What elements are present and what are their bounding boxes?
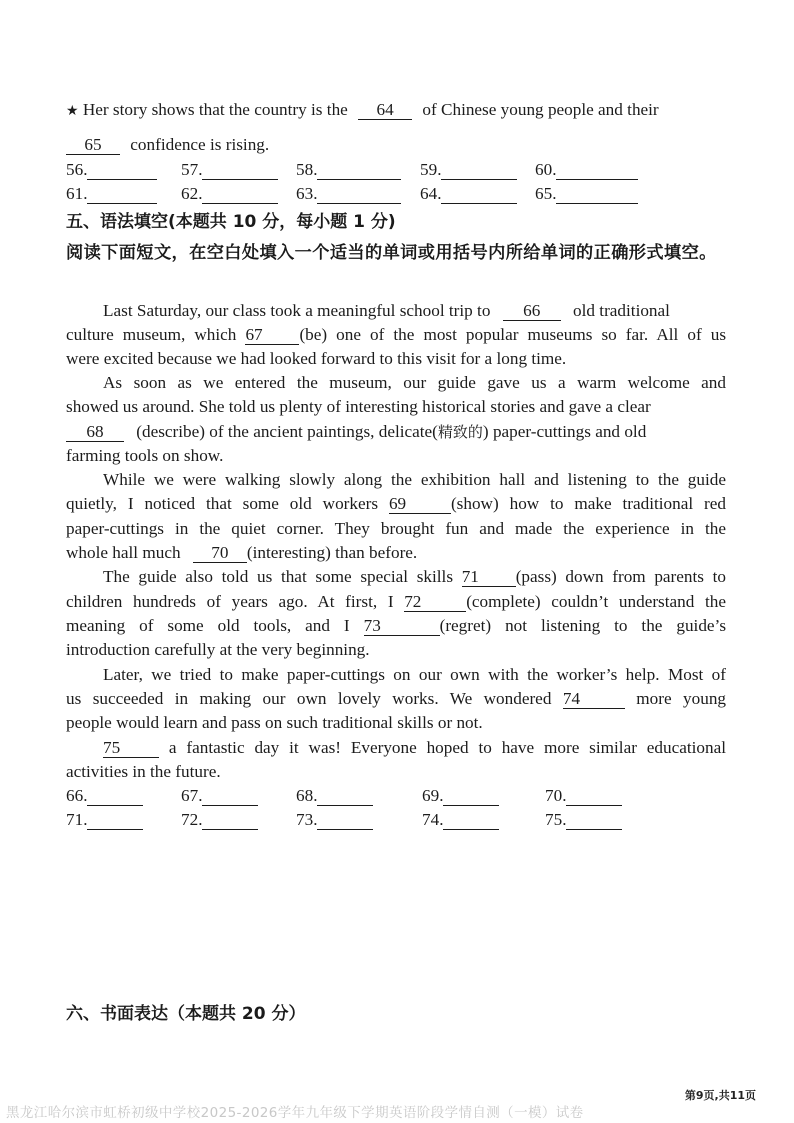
section-5-instruction: 阅读下面短文，在空白处填入一个适当的单词或用括号内所给单词的正确形式填空。 xyxy=(66,243,717,263)
blank-72[interactable]: 72 xyxy=(404,592,466,612)
passage-line: showed us around. She told us plenty of interesting historical stories and gave a clear xyxy=(66,397,651,416)
passage-text: whole hall much xyxy=(66,543,181,562)
answer-blank[interactable] xyxy=(87,788,143,806)
passage-line xyxy=(66,517,726,541)
passage-line: were excited because we had looked forward to this visit for a long time. xyxy=(66,349,567,368)
answer-label: 57. xyxy=(181,160,203,179)
passage-text: The guide also told us that some special skills xyxy=(103,567,454,586)
blank-65[interactable]: 65 xyxy=(66,135,120,155)
answer-label: 67. xyxy=(181,786,203,805)
passage-text: a fantastic day it was! Everyone hoped to have more similar educational xyxy=(168,738,727,757)
passage-line: activities in the future. xyxy=(66,762,221,781)
passage-line xyxy=(66,590,726,614)
passage-line xyxy=(66,420,726,444)
answer-label: 73. xyxy=(296,810,318,829)
passage-text: (describe) of the ancient paintings, delicate( xyxy=(136,422,438,441)
passage-text: (pass) down from parents to xyxy=(515,567,727,586)
answer-blank[interactable] xyxy=(566,812,622,830)
answer-blank[interactable] xyxy=(317,788,373,806)
answer-blank[interactable] xyxy=(556,186,638,204)
answer-label: 64. xyxy=(420,184,442,203)
passage-line: people would learn and pass on such traditional skills or not. xyxy=(66,713,483,732)
answer-row-56-60 xyxy=(66,160,766,182)
passage-line xyxy=(66,565,726,589)
blank-73[interactable]: 73 xyxy=(364,616,440,636)
passage-text: children hundreds of years ago. At first, I xyxy=(66,592,394,611)
answer-label: 61. xyxy=(66,184,88,203)
answer-blank[interactable] xyxy=(317,186,401,204)
blank-67[interactable]: 67 xyxy=(245,325,299,345)
answer-label: 69. xyxy=(422,786,444,805)
passage-line xyxy=(66,687,726,711)
answer-blank[interactable] xyxy=(441,186,517,204)
blank-68[interactable]: 68 xyxy=(66,422,124,442)
answer-label: 68. xyxy=(296,786,318,805)
section-6-title: 六、书面表达（本题共 20 分） xyxy=(66,1004,306,1024)
passage-text: (be) one of the most popular museums so far. All of us xyxy=(299,325,727,344)
answer-label: 63. xyxy=(296,184,318,203)
blank-66[interactable]: 66 xyxy=(503,301,561,321)
passage-line xyxy=(66,663,726,687)
passage-text: old traditional xyxy=(573,301,670,320)
passage-chinese-gloss: 精致的 xyxy=(437,423,483,441)
answer-label: 70. xyxy=(545,786,567,805)
page-number: 第9页,共11页 xyxy=(684,1089,756,1102)
answer-row-66-70 xyxy=(66,786,766,808)
answer-label: 71. xyxy=(66,810,88,829)
passage-text: culture museum, which xyxy=(66,325,237,344)
passage-text: us succeeded in making our own lovely works. We wondered xyxy=(66,689,552,708)
passage-text: Later, we tried to make paper-cuttings on our own with the worker’s help. Most of xyxy=(103,665,726,684)
answer-blank[interactable] xyxy=(202,186,278,204)
question-64-line xyxy=(66,98,726,123)
answer-label: 60. xyxy=(535,160,557,179)
answer-row-71-75 xyxy=(66,810,766,832)
answer-label: 62. xyxy=(181,184,203,203)
answer-blank[interactable] xyxy=(202,788,258,806)
passage-text: Last Saturday, our class took a meaningful school trip to xyxy=(103,301,491,320)
section-5-title: 五、语法填空(本题共 10 分，每小题 1 分) xyxy=(66,212,396,232)
q65-text: confidence is rising. xyxy=(130,135,270,154)
passage-text: (interesting) than before. xyxy=(246,543,418,562)
answer-blank[interactable] xyxy=(87,186,157,204)
passage-line xyxy=(66,468,726,492)
answer-label: 59. xyxy=(420,160,442,179)
blank-75[interactable]: 75 xyxy=(103,738,159,758)
blank-64[interactable]: 64 xyxy=(358,100,412,120)
passage-text: (complete) couldn’t understand the xyxy=(466,592,726,611)
passage-line: introduction carefully at the very beginning. xyxy=(66,640,370,659)
blank-71[interactable]: 71 xyxy=(462,567,516,587)
answer-label: 74. xyxy=(422,810,444,829)
answer-blank[interactable] xyxy=(443,788,499,806)
passage-line xyxy=(66,492,726,516)
answer-row-61-65 xyxy=(66,184,766,206)
answer-blank[interactable] xyxy=(87,812,143,830)
answer-blank[interactable] xyxy=(441,162,517,180)
star-icon: ★ xyxy=(66,103,79,119)
passage-text: (regret) not listening to the guide’s xyxy=(439,616,727,635)
answer-label: 75. xyxy=(545,810,567,829)
passage-text: paper-cuttings in the quiet corner. They brought fun and made the experience in the xyxy=(66,519,726,538)
answer-label: 66. xyxy=(66,786,88,805)
q64-text: Her story shows that the country is the xyxy=(82,100,348,119)
passage-text: meaning of some old tools, and I xyxy=(66,616,350,635)
q64-text-b: of Chinese young people and their xyxy=(422,100,659,119)
passage-text: (show) how to make traditional red xyxy=(450,494,726,513)
answer-blank[interactable] xyxy=(202,812,258,830)
answer-blank[interactable] xyxy=(443,812,499,830)
answer-label: 56. xyxy=(66,160,88,179)
passage-text: ) paper-cuttings and old xyxy=(482,422,647,441)
question-65-line xyxy=(66,133,726,157)
passage-line xyxy=(66,614,726,638)
answer-label: 72. xyxy=(181,810,203,829)
passage-line xyxy=(66,541,726,565)
answer-blank[interactable] xyxy=(556,162,638,180)
answer-blank[interactable] xyxy=(87,162,157,180)
blank-74[interactable]: 74 xyxy=(563,689,625,709)
passage-line xyxy=(66,323,726,347)
answer-blank[interactable] xyxy=(566,788,622,806)
watermark-text: 黑龙江哈尔滨市虹桥初级中学校2025-2026学年九年级下学期英语阶段学情自测（一模）试卷 xyxy=(6,1105,584,1121)
answer-blank[interactable] xyxy=(317,812,373,830)
passage-line xyxy=(66,299,726,323)
answer-blank[interactable] xyxy=(202,162,278,180)
blank-70[interactable]: 70 xyxy=(193,543,247,563)
passage-line xyxy=(66,371,726,395)
passage-text: quietly, I noticed that some old workers xyxy=(66,494,379,513)
answer-label: 58. xyxy=(296,160,318,179)
passage-line: farming tools on show. xyxy=(66,446,224,465)
passage-text: more young xyxy=(636,689,727,708)
passage-text: As soon as we entered the museum, our guide gave us a warm welcome and xyxy=(103,373,726,392)
passage-line xyxy=(66,736,726,760)
answer-blank[interactable] xyxy=(317,162,401,180)
answer-label: 65. xyxy=(535,184,557,203)
blank-69[interactable]: 69 xyxy=(389,494,451,514)
passage-text: While we were walking slowly along the exhibition hall and listening to the guide xyxy=(103,470,726,489)
